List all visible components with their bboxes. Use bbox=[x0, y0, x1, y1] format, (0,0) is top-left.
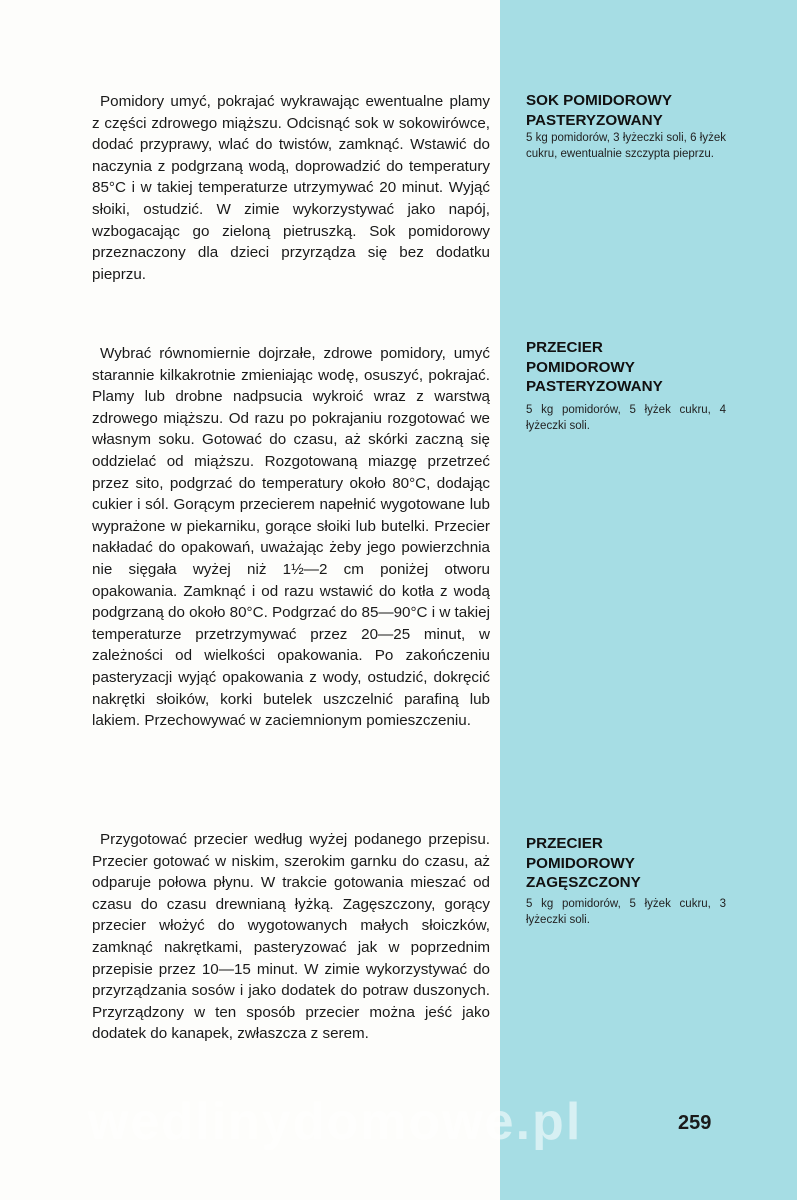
recipe-3-title: PRZECIER POMIDOROWY ZAGĘSZCZONY bbox=[526, 835, 641, 891]
recipe-1-title: SOK POMIDOROWY PASTERYZOWANY bbox=[526, 92, 672, 129]
recipe-3-instructions: Przygotować przecier według wyżej podanego przepisu. Przecier gotować w niskim, szerokim garnku do czasu, aż odparuje połowa płynu. W trakcie gotowania mieszać od czasu do czasu drewnianą łyżką. Zagęszczony, gorący przecier włożyć do wygotowanych małych słoiczków, zamknąć nakrętkami, pasteryzować jak w poprzednim przepisie przez 10—15 minut. W zimie wykorzystywać do przyrządzania sosów i jako dodatek do potraw duszonych. Przyrządzony w ten sposób przecier można jeść jako dodatek do kanapek, zwłaszcza z serem. bbox=[92, 831, 490, 1043]
recipe-2-instructions: Wybrać równomiernie dojrzałe, zdrowe pomidory, umyć starannie kilkakrotnie zmieniając wodę, osuszyć, pokrajać. Plamy lub drobne nadpsucia wykroić wraz z warstwą zdrowego miąższu. Od razu po pokrajaniu rozgotować we własnym soku. Gotować do czasu, aż skórki zaczną się oddzielać od miąższu. Rozgotowaną miazgę przetrzeć przez sito, podgrzać do temperatury około 80°C, dodając cukier i sól. Gorącym przecierem napełnić wygotowane lub wyprażone w piekarniku, gorące słoiki lub butelki. Przecier nakładać do opakowań, uważając żeby jego powierzchnia nie sięgała wyżej niż 1½—2 cm poniżej otworu opakowania. Zamknąć i od razu wstawić do kotła z wodą podgrzaną do około 80°C. Podgrzać do 85—90°C i w takiej temperaturze przetrzymywać przez 20—25 minut, w zależności od wielkości opakowania. Po zakończeniu pasteryzacji wyjąć opakowania z wody, ostudzić, dokręcić nakrętki słoików, korki butelek uszczelnić parafiną lub lakiem. Przechowywać w zaciemnionym pomieszczeniu. bbox=[92, 345, 490, 730]
recipe-1-instructions: Pomidory umyć, pokrajać wykrawając ewentualne plamy z części zdrowego miąższu. Odcisnąć sok w sokowirówce, dodać przyprawy, wlać do twistów, zamknąć. Wstawić do naczynia z podgrzaną wodą, doprowadzić do temperatury 85°C i w takiej temperaturze utrzymywać 20 minut. Wyjąć słoiki, ostudzić. W zimie wykorzystywać jako napój, wzbogacając go zieloną pietruszką. Sok pomidorowy przeznaczony dla dzieci przyrządza się bez dodatku pieprzu. bbox=[92, 93, 490, 283]
recipe-2-title: PRZECIER POMIDOROWY PASTERYZOWANY bbox=[526, 339, 663, 395]
watermark: wedlinydomowe.pl bbox=[88, 1093, 583, 1151]
recipe-2-ingredients: 5 kg pomidorów, 5 łyżek cukru, 4 łyżeczki soli. bbox=[526, 404, 726, 432]
recipe-sidebar bbox=[500, 0, 797, 1200]
page-number: 259 bbox=[678, 1112, 712, 1134]
recipe-3-ingredients: 5 kg pomidorów, 5 łyżek cukru, 3 łyżeczki soli. bbox=[526, 898, 726, 926]
recipe-1-ingredients: 5 kg pomidorów, 3 łyżeczki soli, 6 łyżek cukru, ewentualnie szczypta pieprzu. bbox=[526, 132, 726, 160]
